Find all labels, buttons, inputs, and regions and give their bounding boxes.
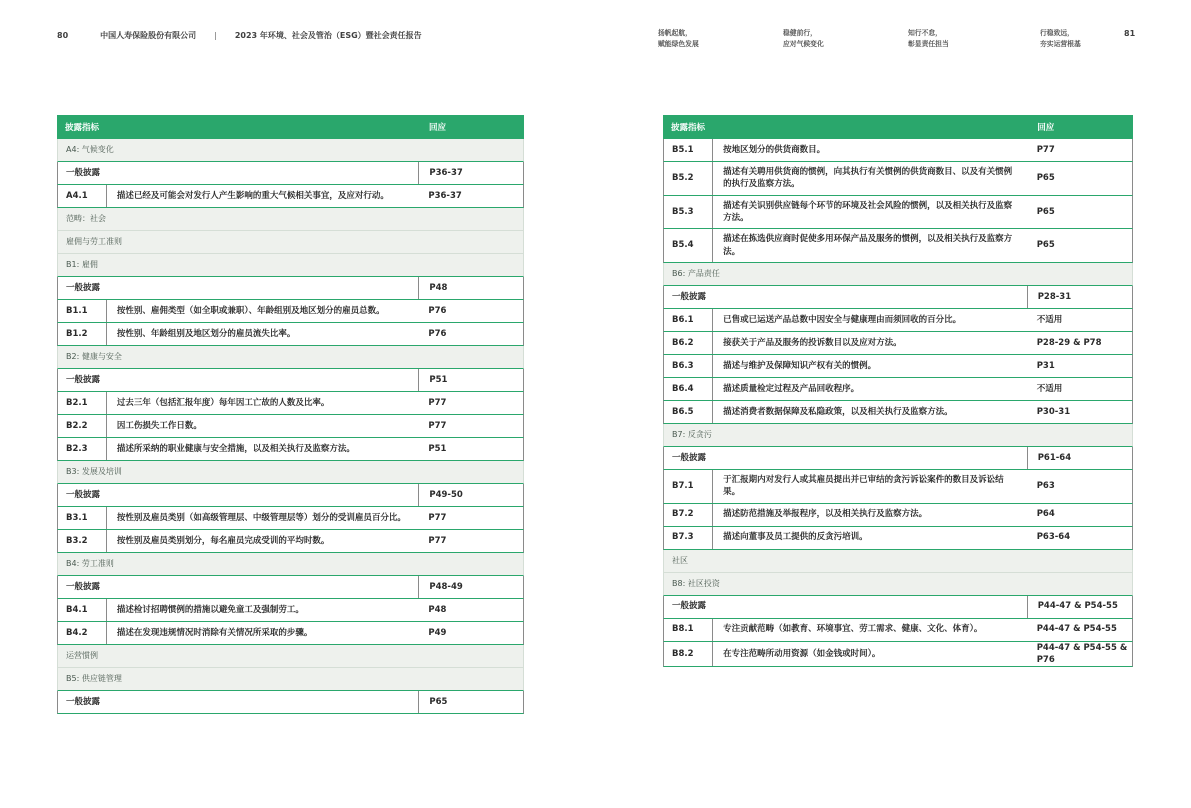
indicator-description-cell: 描述消费者数据保障及私隐政策，以及相关执行及监察方法。 xyxy=(723,406,953,417)
general-disclosure-label: 一般披露 xyxy=(66,581,101,592)
indicator-description-cell: 描述防范措施及举报程序，以及相关执行及监察方法。 xyxy=(723,509,928,520)
table-row xyxy=(57,323,524,346)
page-number-left: 80 xyxy=(57,31,69,40)
table-row xyxy=(57,277,524,300)
section-label: B2: 健康与安全 xyxy=(66,352,122,362)
indicator-description-cell: 描述向董事及员工提供的反贪污培训。 xyxy=(723,532,868,543)
general-disclosure-label: 一般披露 xyxy=(66,167,101,178)
page-number-right: 81 xyxy=(1124,29,1136,38)
indicator-id-cell: B5.2 xyxy=(664,162,713,195)
section-row xyxy=(57,254,524,277)
table-row xyxy=(57,369,524,392)
chapter-nav-line1: 知行不怠， xyxy=(908,29,942,37)
table-row xyxy=(663,619,1133,642)
table-row xyxy=(663,378,1133,401)
table-row xyxy=(663,229,1133,263)
indicator-description-cell: 于汇报期内对发行人或其雇员提出并已审结的贪污诉讼案件的数目及诉讼结果。 xyxy=(723,474,1004,498)
section-row xyxy=(663,424,1133,447)
chapter-nav-line2: 赋能绿色发展 xyxy=(658,39,699,48)
section-row xyxy=(57,553,524,576)
section-label: 运营惯例 xyxy=(66,651,98,661)
response-cell: P48-49 xyxy=(418,576,523,598)
table-row xyxy=(663,309,1133,332)
table-row xyxy=(663,355,1133,378)
indicator-description-cell: 描述在拣选供应商时促使多用环保产品及服务的惯例，以及相关执行及监察方法。 xyxy=(723,234,1013,257)
table-header-row xyxy=(663,115,1133,139)
table-row xyxy=(663,596,1133,619)
table-row xyxy=(663,196,1133,230)
indicator-id-cell: B3.1 xyxy=(58,507,107,529)
table-row xyxy=(57,576,524,599)
indicator-description-cell: 描述在发现违规情况时消除有关情况所采取的步骤。 xyxy=(116,627,313,638)
indicator-id-cell: B2.2 xyxy=(58,415,107,437)
response-cell: P77 xyxy=(428,397,447,408)
table-row xyxy=(57,507,524,530)
table-row xyxy=(663,470,1133,504)
indicator-id-cell: B4.1 xyxy=(58,599,107,621)
response-cell: P77 xyxy=(428,420,447,431)
response-cell: P51 xyxy=(418,369,523,391)
section-label: B4: 劳工准则 xyxy=(66,559,114,569)
response-cell: P65 xyxy=(418,691,523,713)
chapter-nav-line2: 夯实运营根基 xyxy=(1040,39,1081,48)
response-cell: P44-47 & P54-55 xyxy=(1027,596,1132,618)
chapter-nav-item-1 xyxy=(658,28,699,49)
response-cell: P65 xyxy=(1036,206,1055,217)
table-body xyxy=(663,139,1133,667)
response-cell: P28-29 & P78 xyxy=(1036,337,1102,348)
indicator-description-cell: 描述所采纳的职业健康与安全措施，以及相关执行及监察方法。 xyxy=(116,443,355,454)
indicator-description-cell: 按性别、年龄组别及地区划分的雇员流失比率。 xyxy=(116,328,296,339)
response-cell: P65 xyxy=(1036,173,1055,184)
response-cell: P65 xyxy=(1036,240,1055,251)
table-row xyxy=(57,484,524,507)
general-disclosure-label: 一般披露 xyxy=(672,601,707,612)
esg-index-table-right xyxy=(663,115,1133,667)
indicator-id-cell: B6.5 xyxy=(664,401,713,423)
indicator-id-cell: B6.3 xyxy=(664,355,713,377)
indicator-id-cell: B7.2 xyxy=(664,504,713,526)
response-cell: P61-64 xyxy=(1027,447,1132,469)
general-disclosure-label: 一般披露 xyxy=(672,291,707,302)
table-header-row xyxy=(57,115,524,139)
indicator-description-cell: 按性别及雇员类别划分，每名雇员完成受训的平均时数。 xyxy=(116,535,330,546)
table-row xyxy=(663,504,1133,527)
indicator-id-cell: B3.2 xyxy=(58,530,107,552)
header-divider: | xyxy=(214,31,217,40)
indicator-description-cell: 描述检讨招聘惯例的措施以避免童工及强制劳工。 xyxy=(116,604,304,615)
table-row xyxy=(57,185,524,208)
response-cell: P77 xyxy=(1036,144,1055,155)
indicator-description-cell: 描述有关聘用供货商的惯例，向其执行有关惯例的供货商数目、以及有关惯例的执行及监察方法。 xyxy=(723,167,1013,190)
column-header-response: 回应 xyxy=(1037,123,1055,133)
table-row xyxy=(663,286,1133,309)
response-cell: P49-50 xyxy=(418,484,523,506)
page-header-left xyxy=(57,30,422,41)
response-cell: P36-37 xyxy=(418,162,523,184)
indicator-description-cell: 在专注范畴所动用资源（如金钱或时间）。 xyxy=(723,648,881,659)
esg-index-table-left xyxy=(57,115,524,714)
response-cell: P76 xyxy=(428,305,447,316)
response-cell: P63-64 xyxy=(1036,532,1071,543)
indicator-description-cell: 描述与维护及保障知识产权有关的惯例。 xyxy=(723,360,877,371)
chapter-nav-line2: 应对气候变化 xyxy=(783,39,824,48)
response-cell: P77 xyxy=(428,512,447,523)
indicator-id-cell: B7.3 xyxy=(664,527,713,549)
response-cell: P31 xyxy=(1036,360,1055,371)
response-cell: P44-47 & P54-55 & P76 xyxy=(1036,642,1128,665)
indicator-id-cell: B1.1 xyxy=(58,300,107,322)
response-cell: P51 xyxy=(428,443,447,454)
section-row xyxy=(57,668,524,691)
indicator-description-cell: 描述质量检定过程及产品回收程序。 xyxy=(723,383,860,394)
table-row xyxy=(57,599,524,622)
indicator-description-cell: 描述已经及可能会对发行人产生影响的重大气候相关事宜，及应对行动。 xyxy=(116,190,389,201)
response-cell: P76 xyxy=(428,328,447,339)
indicator-id-cell: B2.3 xyxy=(58,438,107,460)
table-row xyxy=(57,415,524,438)
indicator-description-cell: 描述有关识别供应链每个环节的环境及社会风险的惯例，以及相关执行及监察方法。 xyxy=(723,200,1013,223)
indicator-id-cell: B8.1 xyxy=(664,619,713,641)
chapter-nav-item-4 xyxy=(1040,28,1081,49)
page-header-right xyxy=(655,28,1145,52)
section-label: A4: 气候变化 xyxy=(66,145,114,155)
indicator-description-cell: 按性别、雇佣类型（如全职或兼职）、年龄组别及地区划分的雇员总数。 xyxy=(116,305,385,316)
general-disclosure-label: 一般披露 xyxy=(672,452,707,463)
section-label: B8: 社区投资 xyxy=(672,578,720,588)
section-label: B7: 反贪污 xyxy=(672,430,712,440)
section-row xyxy=(57,346,524,369)
section-row xyxy=(57,645,524,668)
section-label: B3: 发展及培训 xyxy=(66,467,122,477)
indicator-description-cell: 已售或已运送产品总数中因安全与健康理由而须回收的百分比。 xyxy=(723,314,962,325)
section-row xyxy=(57,139,524,162)
indicator-id-cell: B6.2 xyxy=(664,332,713,354)
table-row xyxy=(663,447,1133,470)
chapter-nav-item-2 xyxy=(783,28,824,49)
general-disclosure-label: 一般披露 xyxy=(66,489,101,500)
table-row xyxy=(57,392,524,415)
response-cell: P48 xyxy=(418,277,523,299)
chapter-nav-line1: 稳健前行， xyxy=(783,29,817,37)
chapter-nav-item-3 xyxy=(908,28,949,49)
table-row xyxy=(57,622,524,645)
response-cell: P44-47 & P54-55 xyxy=(1036,624,1117,635)
indicator-id-cell: B1.2 xyxy=(58,323,107,345)
section-row xyxy=(57,231,524,254)
indicator-id-cell: A4.1 xyxy=(58,185,107,207)
table-row xyxy=(57,691,524,714)
table-row xyxy=(663,162,1133,196)
table-row xyxy=(663,401,1133,424)
section-row xyxy=(663,573,1133,596)
indicator-id-cell: B5.3 xyxy=(664,196,713,229)
company-name: 中国人寿保险股份有限公司 xyxy=(100,31,197,40)
table-row xyxy=(663,139,1133,162)
response-cell: P28-31 xyxy=(1027,286,1132,308)
chapter-nav-line2: 彰显责任担当 xyxy=(908,39,949,48)
indicator-id-cell: B6.1 xyxy=(664,309,713,331)
general-disclosure-label: 一般披露 xyxy=(66,696,101,707)
indicator-description-cell: 过去三年（包括汇报年度）每年因工亡故的人数及比率。 xyxy=(116,397,330,408)
general-disclosure-label: 一般披露 xyxy=(66,282,101,293)
indicator-description-cell: 专注贡献范畴（如教育、环境事宜、劳工需求、健康、文化、体育）。 xyxy=(723,624,983,635)
table-row xyxy=(57,438,524,461)
report-title: 2023 年环境、社会及管治（ESG）暨社会责任报告 xyxy=(234,31,422,40)
indicator-id-cell: B8.2 xyxy=(664,642,713,667)
column-header-indicator: 披露指标 xyxy=(671,123,706,133)
response-cell: P64 xyxy=(1036,509,1055,520)
table-row xyxy=(663,332,1133,355)
section-row xyxy=(663,550,1133,573)
indicator-id-cell: B2.1 xyxy=(58,392,107,414)
indicator-description-cell: 接获关于产品及服务的投诉数目以及应对方法。 xyxy=(723,337,902,348)
table-row xyxy=(57,300,524,323)
table-row xyxy=(663,642,1133,668)
table-row xyxy=(57,530,524,553)
indicator-description-cell: 因工伤损失工作日数。 xyxy=(116,420,202,431)
chapter-nav-line1: 扬帆起航， xyxy=(658,29,692,37)
response-cell: P49 xyxy=(428,627,447,638)
indicator-description-cell: 按地区划分的供货商数目。 xyxy=(723,144,826,155)
table-row xyxy=(57,162,524,185)
indicator-description-cell: 按性别及雇员类别（如高级管理层、中级管理层等）划分的受训雇员百分比。 xyxy=(116,512,406,523)
chapter-nav-line1: 行稳致远， xyxy=(1040,29,1074,37)
response-cell: P30-31 xyxy=(1036,406,1071,417)
response-cell: P36-37 xyxy=(428,190,462,201)
response-cell: P63 xyxy=(1036,481,1055,492)
column-header-indicator: 披露指标 xyxy=(65,123,100,133)
section-label: B5: 供应链管理 xyxy=(66,674,122,684)
indicator-id-cell: B7.1 xyxy=(664,470,713,503)
section-label: B6: 产品责任 xyxy=(672,269,720,279)
table-row xyxy=(663,527,1133,550)
section-label: B1: 雇佣 xyxy=(66,260,98,270)
indicator-id-cell: B4.2 xyxy=(58,622,107,644)
section-row xyxy=(57,461,524,484)
column-header-response: 回应 xyxy=(428,123,446,133)
indicator-id-cell: B5.4 xyxy=(664,229,713,262)
section-label: 范畴：社会 xyxy=(66,214,106,224)
section-row xyxy=(57,208,524,231)
general-disclosure-label: 一般披露 xyxy=(66,374,101,385)
indicator-id-cell: B6.4 xyxy=(664,378,713,400)
section-row xyxy=(663,263,1133,286)
section-label: 雇佣与劳工准则 xyxy=(66,237,122,247)
response-cell: P48 xyxy=(428,604,447,615)
response-cell: 不适用 xyxy=(1036,314,1063,325)
indicator-id-cell: B5.1 xyxy=(664,139,713,161)
response-cell: 不适用 xyxy=(1036,383,1063,394)
section-label: 社区 xyxy=(672,555,688,565)
response-cell: P77 xyxy=(428,535,447,546)
table-body xyxy=(57,139,524,714)
